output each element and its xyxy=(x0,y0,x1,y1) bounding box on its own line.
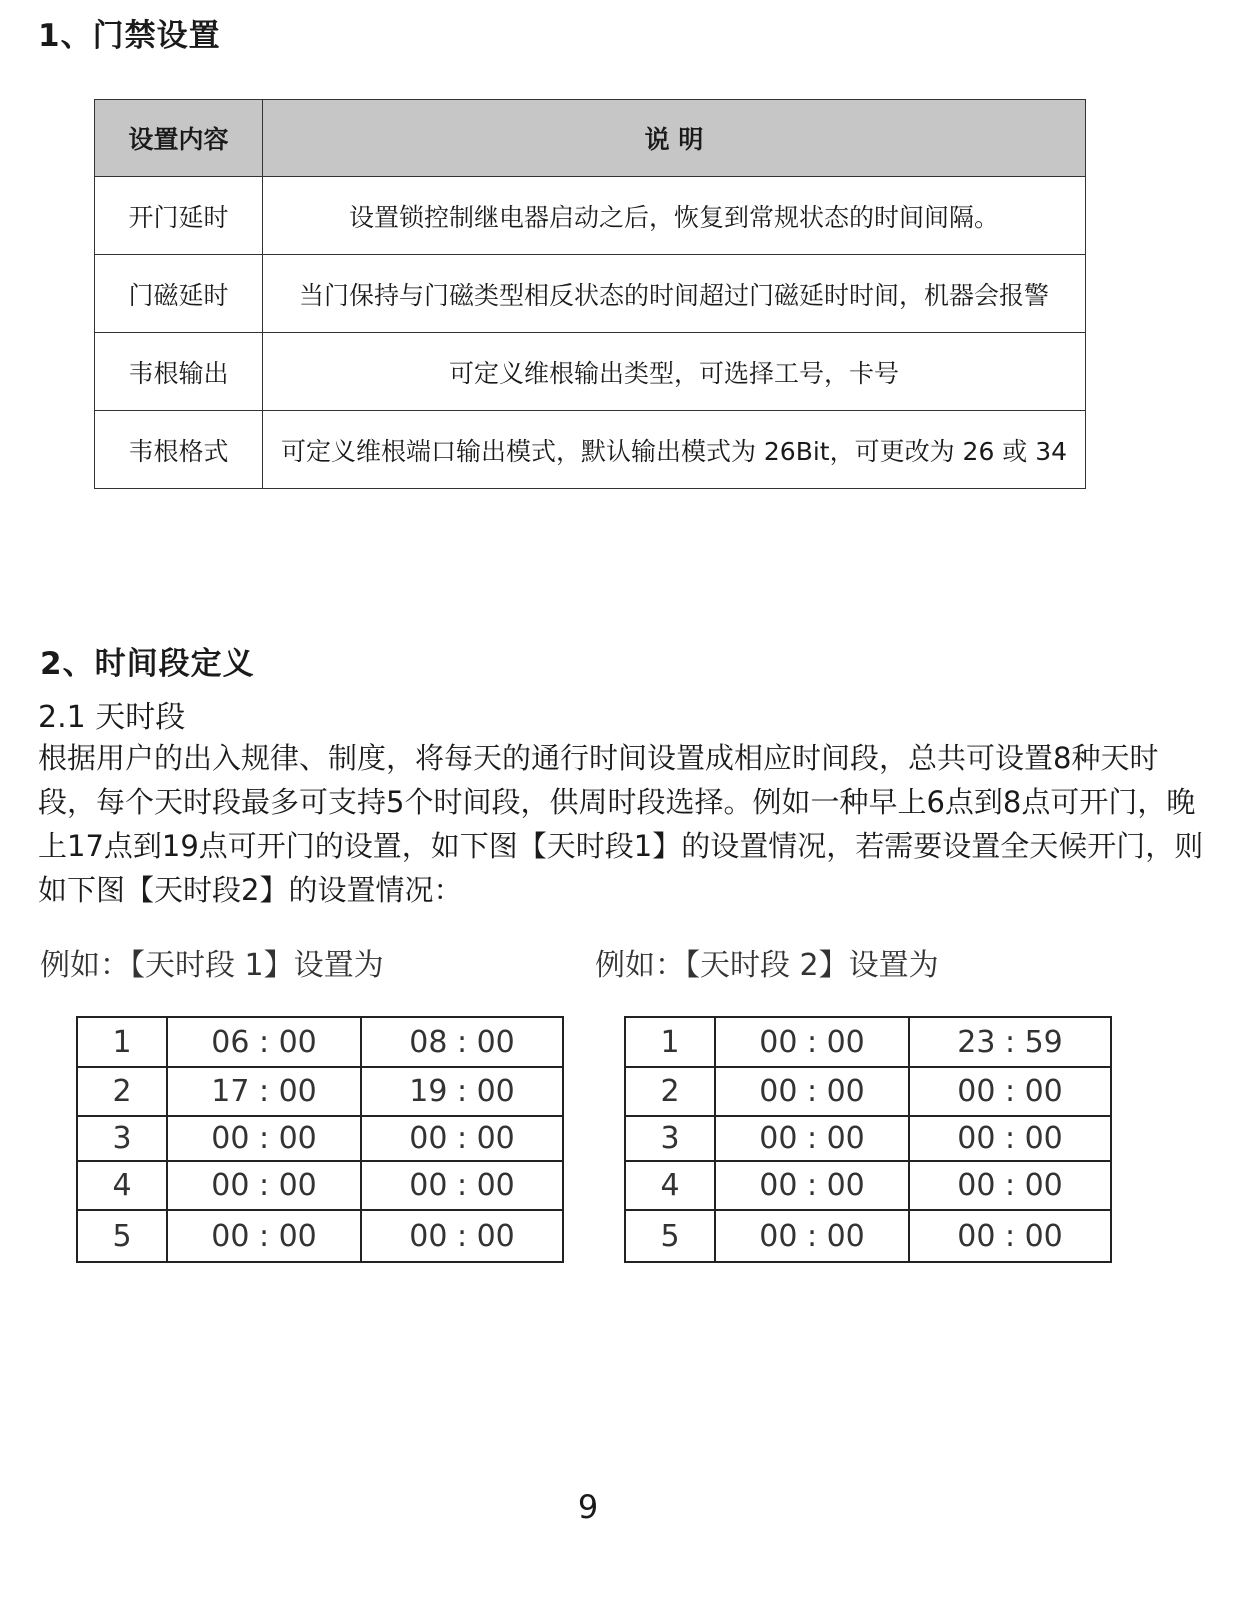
setting-name: 韦根输出 xyxy=(95,333,263,411)
period-index: 2 xyxy=(77,1067,167,1116)
start-time: 00 : 00 xyxy=(715,1116,909,1161)
period-index: 2 xyxy=(625,1067,715,1116)
start-time: 00 : 00 xyxy=(167,1210,361,1262)
end-time: 00 : 00 xyxy=(909,1210,1111,1262)
end-time: 00 : 00 xyxy=(909,1161,1111,1210)
period-index: 5 xyxy=(625,1210,715,1262)
example2-caption: 例如：【天时段 2】设置为 xyxy=(595,948,939,983)
day-period-2-table xyxy=(624,1016,1112,1263)
end-time: 00 : 00 xyxy=(909,1116,1111,1161)
header-setting: 设置内容 xyxy=(95,100,263,177)
door-settings-table xyxy=(94,99,1086,489)
table-row xyxy=(625,1210,1111,1262)
day-period-1-table xyxy=(76,1016,564,1263)
setting-name: 开门延时 xyxy=(95,177,263,255)
period-index: 1 xyxy=(77,1017,167,1067)
period-index: 1 xyxy=(625,1017,715,1067)
start-time: 00 : 00 xyxy=(167,1116,361,1161)
section1-heading: 1、门禁设置 xyxy=(38,18,221,54)
end-time: 08 : 00 xyxy=(361,1017,563,1067)
end-time: 23 : 59 xyxy=(909,1017,1111,1067)
table-row xyxy=(77,1210,563,1262)
period-index: 4 xyxy=(625,1161,715,1210)
subsection-heading: 2.1 天时段 xyxy=(38,700,186,735)
setting-desc: 设置锁控制继电器启动之后，恢复到常规状态的时间间隔。 xyxy=(263,177,1086,255)
start-time: 00 : 00 xyxy=(167,1161,361,1210)
example1-caption: 例如：【天时段 1】设置为 xyxy=(40,948,384,983)
period-index: 3 xyxy=(77,1116,167,1161)
table-row xyxy=(95,411,1086,489)
section2-heading: 2、时间段定义 xyxy=(40,646,255,682)
table-row xyxy=(77,1161,563,1210)
header-description: 说 明 xyxy=(263,100,1086,177)
start-time: 00 : 00 xyxy=(715,1067,909,1116)
table-header-row xyxy=(95,100,1086,177)
table-row xyxy=(625,1017,1111,1067)
start-time: 00 : 00 xyxy=(715,1017,909,1067)
table-row xyxy=(77,1116,563,1161)
period-index: 4 xyxy=(77,1161,167,1210)
start-time: 00 : 00 xyxy=(715,1161,909,1210)
table-row xyxy=(625,1161,1111,1210)
end-time: 00 : 00 xyxy=(909,1067,1111,1116)
setting-desc: 可定义维根端口输出模式，默认输出模式为 26Bit，可更改为 26 或 34 xyxy=(263,411,1086,489)
page-number: 9 xyxy=(577,1488,599,1526)
setting-name: 韦根格式 xyxy=(95,411,263,489)
start-time: 00 : 00 xyxy=(715,1210,909,1262)
end-time: 00 : 00 xyxy=(361,1161,563,1210)
body-paragraph: 根据用户的出入规律、制度，将每天的通行时间设置成相应时间段，总共可设置8种天时段，每个天时段最多可支持5个时间段，供周时段选择。例如一种早上6点到8点可开门，晚上17点到19点可开门的设置，如下图【天时段1】的设置情况，若需要设置全天候开门，则如下图【天时段2】的设置情况： xyxy=(38,741,1204,907)
setting-desc: 可定义维根输出类型，可选择工号，卡号 xyxy=(263,333,1086,411)
period-index: 3 xyxy=(625,1116,715,1161)
table-row xyxy=(95,177,1086,255)
table-row xyxy=(625,1067,1111,1116)
period-index: 5 xyxy=(77,1210,167,1262)
start-time: 06 : 00 xyxy=(167,1017,361,1067)
end-time: 00 : 00 xyxy=(361,1116,563,1161)
start-time: 17 : 00 xyxy=(167,1067,361,1116)
table-row xyxy=(77,1067,563,1116)
end-time: 00 : 00 xyxy=(361,1210,563,1262)
end-time: 19 : 00 xyxy=(361,1067,563,1116)
setting-name: 门磁延时 xyxy=(95,255,263,333)
setting-desc: 当门保持与门磁类型相反状态的时间超过门磁延时时间，机器会报警 xyxy=(263,255,1086,333)
table-row xyxy=(95,333,1086,411)
table-row xyxy=(95,255,1086,333)
table-row xyxy=(625,1116,1111,1161)
table-row xyxy=(77,1017,563,1067)
